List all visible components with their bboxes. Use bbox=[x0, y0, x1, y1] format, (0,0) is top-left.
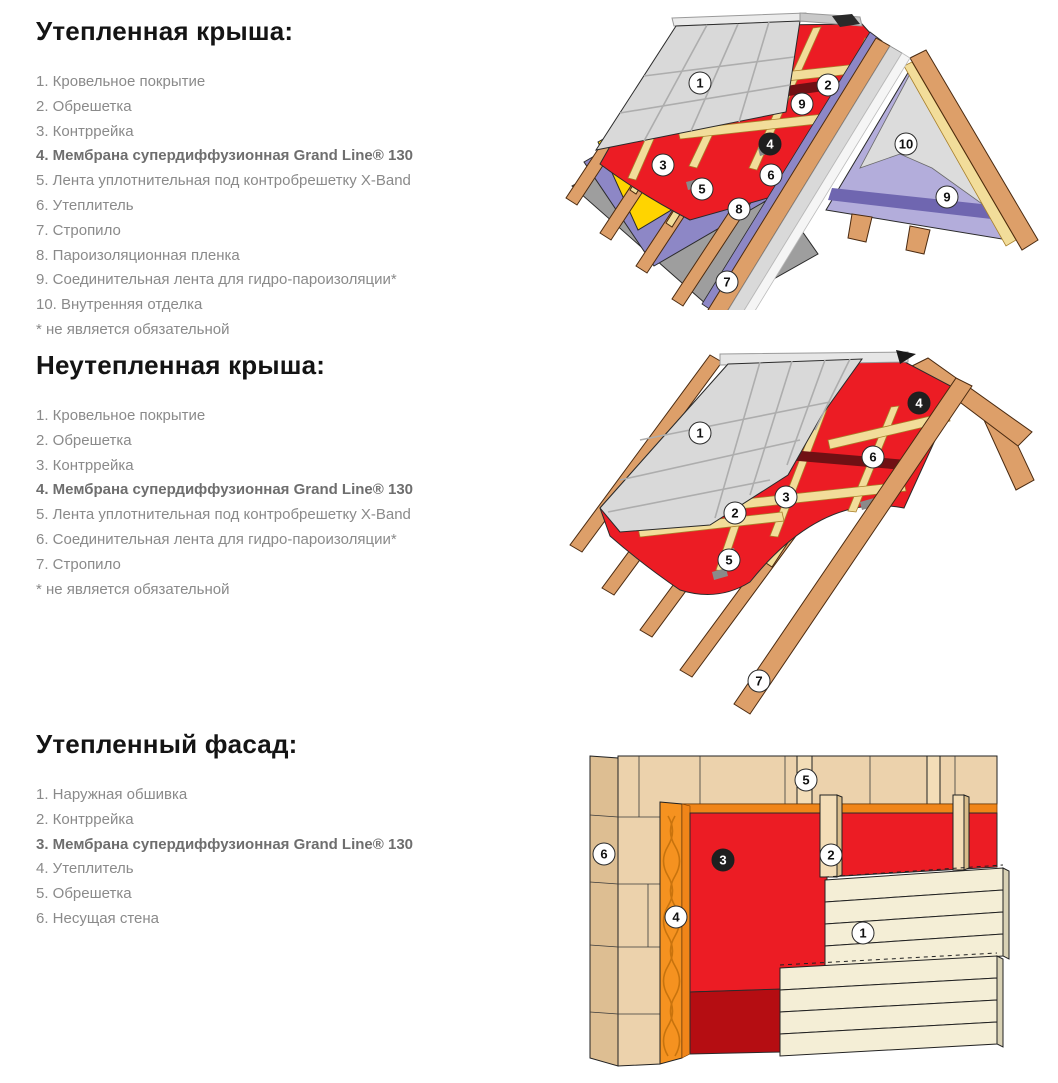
section-insulated-roof bbox=[36, 16, 556, 343]
legend-list-insulated-facade bbox=[36, 783, 556, 932]
diagram-marker-5: 5 bbox=[718, 549, 741, 572]
insulated-facade-svg bbox=[560, 740, 1058, 1083]
diagram-marker-4: 4 bbox=[759, 133, 782, 156]
diagram-marker-6: 6 bbox=[862, 446, 885, 469]
legend-list-non-insulated-roof bbox=[36, 404, 556, 602]
legend-item: * не является обязательной bbox=[36, 320, 230, 338]
legend-item: 7. Стропило bbox=[36, 221, 121, 239]
legend-item: 8. Пароизоляционная пленка bbox=[36, 246, 240, 264]
legend-item: 1. Кровельное покрытие bbox=[36, 407, 206, 424]
legend-item: 5. Лента уплотнительная под контробрешетку X-Band bbox=[36, 506, 411, 524]
diagram-marker-1: 1 bbox=[689, 72, 712, 95]
insulated-facade-illustration bbox=[560, 740, 1058, 1083]
diagram-marker-7: 7 bbox=[748, 670, 771, 693]
section-heading-insulated-roof: Утепленная крыша: bbox=[36, 16, 294, 46]
legend-item: 5. Обрешетка bbox=[36, 885, 132, 903]
diagram-marker-2: 2 bbox=[724, 502, 747, 525]
legend-item: 10. Внутренняя отделка bbox=[36, 296, 203, 314]
diagram-marker-4: 4 bbox=[908, 392, 931, 415]
non-insulated-roof-svg bbox=[560, 340, 1058, 720]
legend-list-insulated-roof bbox=[36, 70, 556, 343]
legend-item: 4. Мембрана супердиффузионная Grand Line® 130 bbox=[36, 147, 414, 165]
legend-item: 2. Контррейка bbox=[36, 810, 134, 828]
diagram-marker-9: 9 bbox=[791, 93, 814, 116]
diagram-marker-2: 2 bbox=[817, 74, 840, 97]
diagram-marker-6: 6 bbox=[760, 164, 783, 187]
diagram-marker-2: 2 bbox=[820, 844, 843, 867]
diagram-marker-1: 1 bbox=[689, 422, 712, 445]
legend-item: 2. Обрешетка bbox=[36, 431, 132, 449]
legend-item: 6. Соединительная лента для гидро-пароизоляции* bbox=[36, 530, 397, 548]
legend-item: 1. Кровельное покрытие bbox=[36, 73, 206, 90]
legend-item: 1. Наружная обшивка bbox=[36, 786, 188, 803]
insulated-roof-svg bbox=[560, 0, 1058, 310]
diagram-marker-4: 4 bbox=[665, 906, 688, 929]
diagram-marker-5: 5 bbox=[795, 769, 818, 792]
section-heading-non-insulated-roof: Неутепленная крыша: bbox=[36, 350, 326, 380]
non-insulated-roof-illustration bbox=[560, 340, 1058, 720]
diagram-marker-7: 7 bbox=[716, 271, 739, 294]
diagram-marker-8: 8 bbox=[728, 198, 751, 221]
section-insulated-facade bbox=[36, 729, 556, 932]
legend-item: 6. Утеплитель bbox=[36, 196, 134, 214]
diagram-marker-3: 3 bbox=[652, 154, 675, 177]
legend-item: * не является обязательной bbox=[36, 580, 230, 598]
diagram-marker-3: 3 bbox=[712, 849, 735, 872]
legend-item: 2. Обрешетка bbox=[36, 97, 132, 115]
insulated-roof-illustration bbox=[560, 0, 1058, 310]
section-heading-insulated-facade: Утепленный фасад: bbox=[36, 729, 298, 759]
legend-item: 6. Несущая стена bbox=[36, 909, 159, 927]
legend-item: 7. Стропило bbox=[36, 555, 121, 573]
legend-item: 9. Соединительная лента для гидро-пароизоляции* bbox=[36, 271, 397, 289]
legend-item: 3. Контррейка bbox=[36, 456, 134, 474]
legend-item: 4. Утеплитель bbox=[36, 860, 134, 878]
diagram-marker-1: 1 bbox=[852, 922, 875, 945]
diagram-marker-9: 9 bbox=[936, 186, 959, 209]
diagram-marker-3: 3 bbox=[775, 486, 798, 509]
diagram-marker-6: 6 bbox=[593, 843, 616, 866]
section-non-insulated-roof bbox=[36, 350, 556, 602]
legend-item: 3. Контррейка bbox=[36, 122, 134, 140]
legend-item: 4. Мембрана супердиффузионная Grand Line® 130 bbox=[36, 481, 414, 499]
diagram-marker-5: 5 bbox=[691, 178, 714, 201]
legend-item: 3. Мембрана супердиффузионная Grand Line® 130 bbox=[36, 835, 414, 853]
legend-item: 5. Лента уплотнительная под контробрешетку X-Band bbox=[36, 172, 411, 190]
diagram-marker-10: 10 bbox=[895, 133, 918, 156]
